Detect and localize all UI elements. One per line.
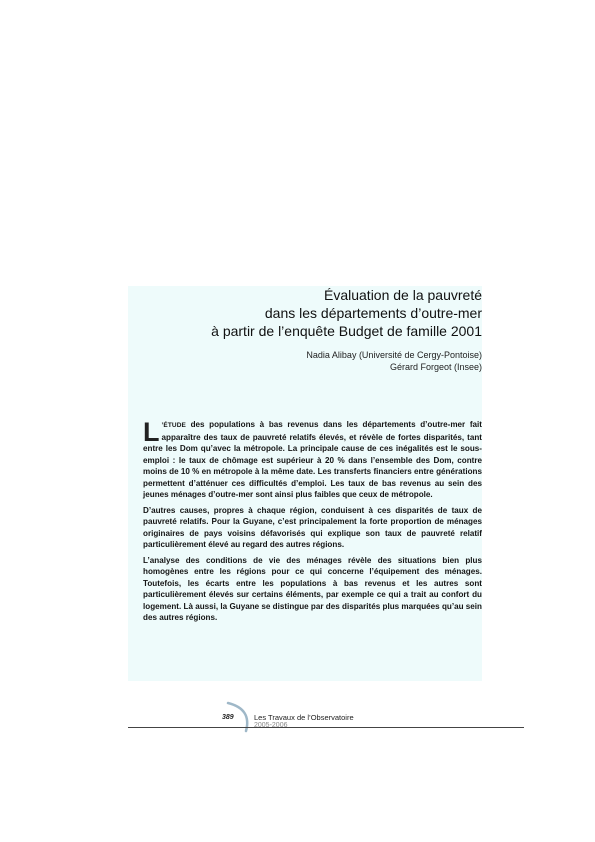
author-2: Gérard Forgeot (Insee) xyxy=(389,362,482,372)
drop-cap: L xyxy=(143,417,160,447)
title-line-2: dans les départements d’outre-mer xyxy=(264,305,482,321)
smallcaps-word: ’ÉTUDE xyxy=(161,422,186,429)
title-line-1: Évaluation de la pauvreté xyxy=(324,287,482,303)
paragraph-3: L’analyse des conditions de vie des ménages révèle des situations bien plus homogènes entre les régions pour ce qui concerne l’équipement des ménages. Toutefois, les écarts entre les populations à bas revenus et les autres sont particulièrement élevés sur certains éléments, par exemple ce qui a trait au confort du logement. Là aussi, la Guyane se distingue par des disparités plus marquées qu’au sein des autres régions. xyxy=(143,555,482,622)
article-title xyxy=(122,286,482,340)
paragraph-2: D’autres causes, propres à chaque région, conduisent à ces disparités de taux de pauvreté relatifs. Pour la Guyane, c’est principalement la forte proportion de ménages originaires de pays voisins défavorisés qui explique son taux de pauvreté relatif particulièrement élevé au regard des autres régions. xyxy=(143,505,482,549)
title-line-3: à partir de l’enquête Budget de famille 2001 xyxy=(211,323,482,339)
paragraph-1-text: des populations à bas revenus dans les départements d’outre-mer fait apparaître des taux de pauvreté relatifs élevés, et révèle de fortes disparités, tant entre les Dom qu’avec la métropole. La principale cause de ces inégalités est le sous-emploi : le taux de chômage est supérieur à 20 % dans l’ensemble des Dom, contre moins de 10 % en métropole à la même date. Les transferts financiers entre générations permettent d’atténuer ces difficultés d’emploi. Les taux de bas revenus au sein des jeunes ménages d’outre-mer sont ainsi plus faibles que ceux de métropole. xyxy=(143,420,482,499)
footer-rule xyxy=(128,727,524,728)
author-1: Nadia Alibay (Université de Cergy-Pontoise) xyxy=(306,350,482,360)
authors xyxy=(182,349,482,373)
page-number: 389 xyxy=(222,714,234,721)
abstract-body xyxy=(143,419,482,628)
journal-name: Les Travaux de l’Observatoire xyxy=(254,713,354,722)
paragraph-1 xyxy=(143,419,482,501)
journal-years: 2005-2006 xyxy=(254,722,288,729)
